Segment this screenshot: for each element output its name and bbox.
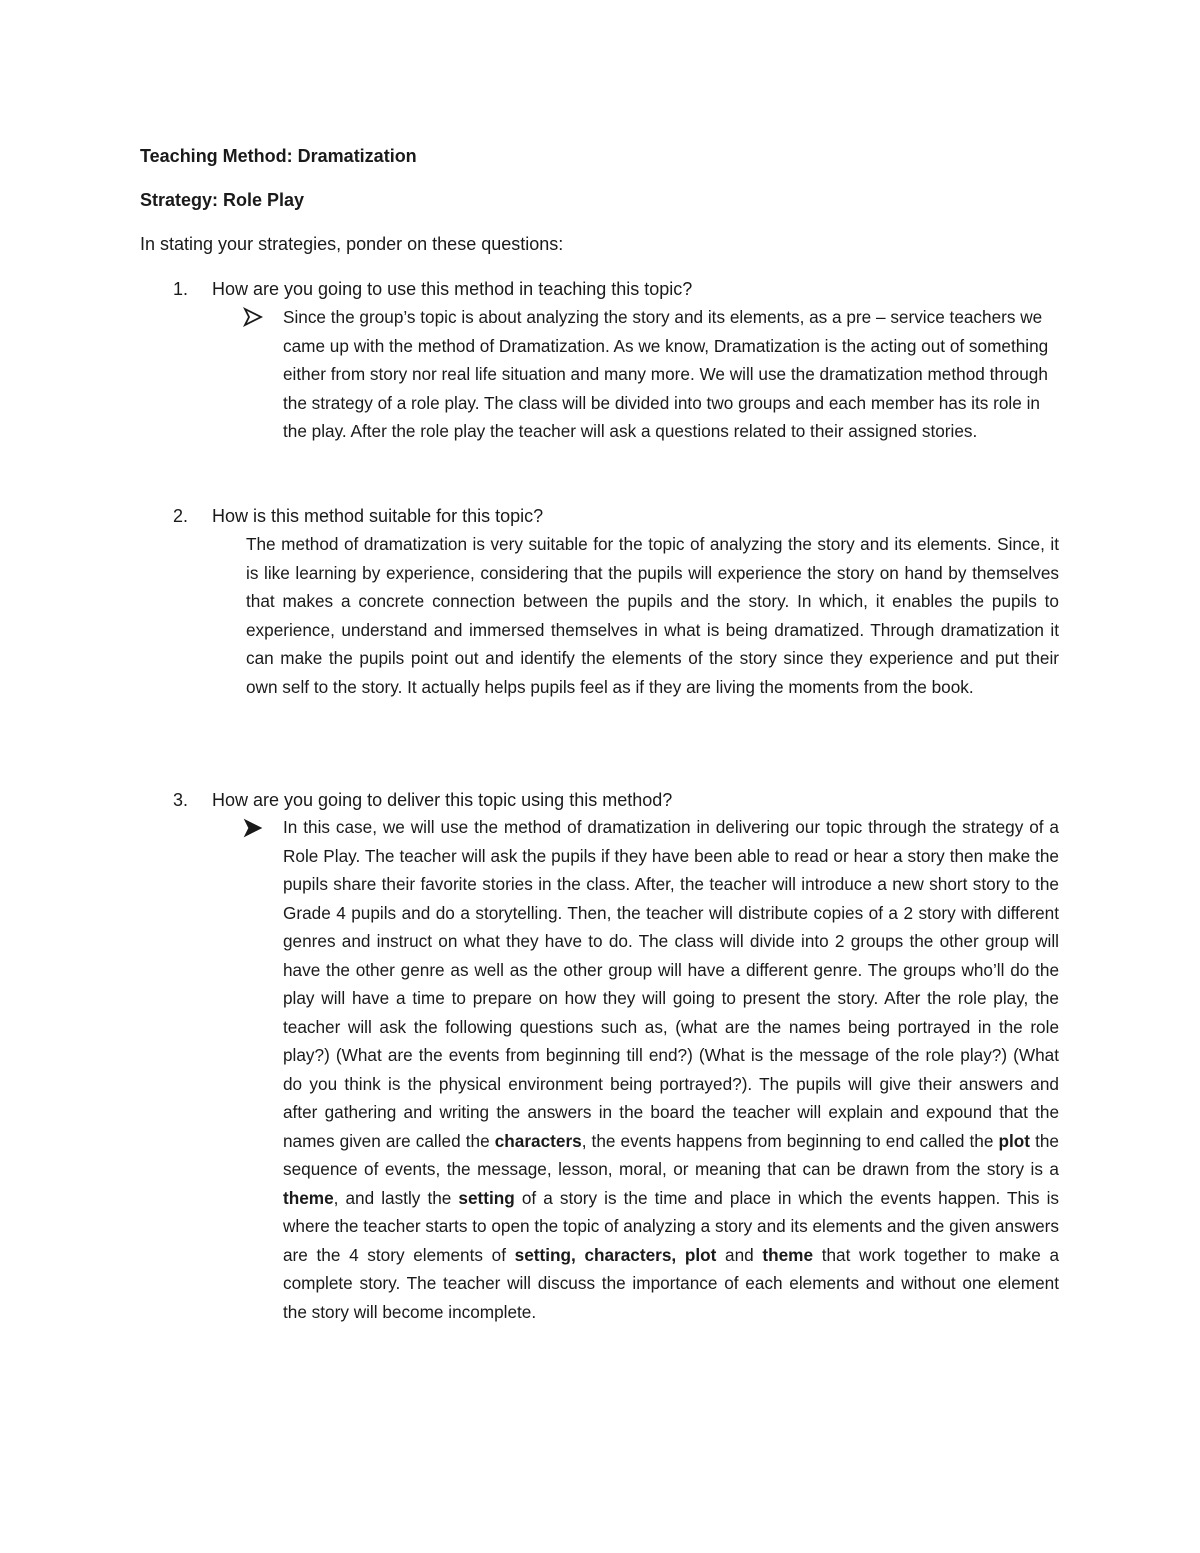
teaching-method-heading: Teaching Method: Dramatization bbox=[140, 146, 417, 166]
question-text: How are you going to deliver this topic using this method? bbox=[212, 790, 673, 810]
answer-text: the sequence of events, the message, lesson, moral, or meaning that can be drawn from the story is a bbox=[283, 1130, 1059, 1179]
arrow-bullet-icon bbox=[242, 817, 264, 839]
term-characters: characters bbox=[494, 1130, 582, 1151]
answer-text: , and lastly the bbox=[333, 1187, 459, 1208]
strategy-heading: Strategy: Role Play bbox=[140, 190, 305, 210]
term-plot: plot bbox=[998, 1130, 1031, 1151]
arrow-bullet-icon bbox=[242, 306, 264, 328]
answer-text: , the events happens from beginning to end called the bbox=[581, 1130, 999, 1151]
term-theme: theme bbox=[762, 1244, 814, 1265]
answer-1: Since the group’s topic is about analyzing the story and its elements, as a pre – service teachers we came up with the method of Dramatization. As we know, Dramatization is the acting out of something either from story nor real life situation and many more. We will use the dramatization method through the strategy of a role play. The class will be divided into two groups and each member has its role in the play. After the role play the teacher will ask a questions related to their assigned stories. bbox=[283, 307, 1049, 441]
question-text: How is this method suitable for this topic? bbox=[212, 506, 544, 526]
question-number: 3. bbox=[173, 790, 189, 810]
question-text: How are you going to use this method in teaching this topic? bbox=[212, 279, 693, 299]
answer-2: The method of dramatization is very suitable for the topic of analyzing the story and its elements. Since, it is like learning by experience, considering that the pupils will experience the story on hand by themselves that makes a concrete connection between the pupils and the story. In which, it enables the pupils to experience, understand and immersed themselves in what is being dramatized. Through dramatization it can make the pupils point out and identify the elements of the story since they experience and put their own self to the story. It actually helps pupils feel as if they are living the moments from the book. bbox=[246, 534, 1059, 697]
term-theme: theme bbox=[283, 1187, 334, 1208]
answer-3 bbox=[283, 813, 1059, 1326]
answer-text: that work together to make a complete story. The teacher will discuss the importance of each elements and without one element the story will become incomplete. bbox=[283, 1244, 1059, 1322]
answer-text: and bbox=[716, 1244, 763, 1265]
intro-text: In stating your strategies, ponder on these questions: bbox=[140, 234, 564, 254]
answer-text bbox=[676, 1245, 685, 1265]
term-setting: setting bbox=[458, 1187, 515, 1208]
term-plot: plot bbox=[684, 1244, 717, 1265]
question-number: 2. bbox=[173, 506, 189, 526]
question-number: 1. bbox=[173, 279, 189, 299]
answer-text: of a story is the time and place in which the events happen. This is where the teacher starts to open the topic of analyzing a story and its elements and the given answers are the 4 story elements of bbox=[283, 1187, 1060, 1265]
answer-text: In this case, we will use the method of dramatization in delivering our topic through the strategy of a Role Play. The teacher will ask the pupils if they have been able to read or hear a story then make the pupils share their favorite stories in the class. After, the teacher will introduce a new short story to the Grade 4 pupils and do a storytelling. Then, the teacher will distribute copies of a 2 story with different genres and instruct on what they have to do. The class will divide into 2 groups the other group will have the other genre as well as the other group will have a different genre. The groups who’ll do the play will have a time to prepare on how they will going to present the story. After the role play, the teacher will ask the following questions such as, (what are the names being portrayed in the role play?) (What are the events from beginning till end?) (What is the message of the role play?) (What do you think is the physical environment being portrayed?). The pupils will give their answers and after gathering and writing the answers in the board the teacher will explain and expound that the names given are called the bbox=[283, 817, 1059, 1151]
term-setting-characters: setting, characters, bbox=[514, 1244, 677, 1265]
